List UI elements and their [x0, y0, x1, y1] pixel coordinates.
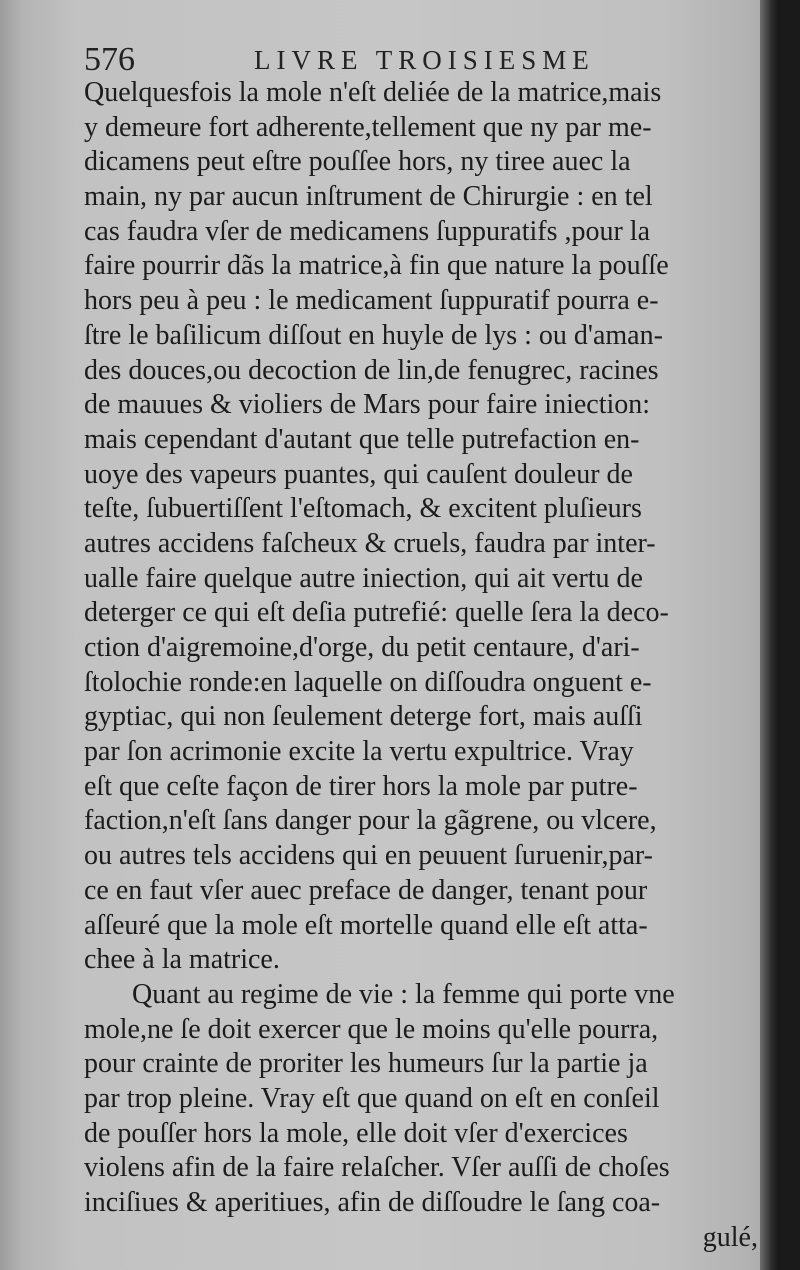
text-line: teſte, ſubuertiſſent l'eſtomach, & excitent pluſieurs [84, 493, 642, 525]
text-line: ou autres tels accidens qui en peuuent ſuruenir,par- [84, 840, 653, 872]
text-line: par ſon acrimonie excite la vertu expultrice. Vray [84, 736, 634, 768]
text-line: main, ny par aucun inſtrument de Chirurgie : en tel [84, 181, 653, 213]
page-number: 576 [84, 41, 135, 78]
text-line: y demeure fort adherente,tellement que ny par me- [84, 111, 652, 143]
text-line: ualle faire quelque autre iniection, qui ait vertu de [84, 562, 643, 594]
text-line: eſt que ceſte façon de tirer hors la mole par putre- [84, 770, 638, 802]
text-line: pour crainte de proriter les humeurs ſur la partie ja [84, 1048, 648, 1080]
text-line: gyptiac, qui non ſeulement deterge fort, mais auſſi [84, 701, 643, 733]
text-line: des douces,ou decoction de lin,de fenugrec, racines [84, 354, 659, 386]
text-line: mole,ne ſe doit exercer que le moins qu'elle pourra, [84, 1013, 659, 1045]
text-line: ſtolochie ronde:en laquelle on diſſoudra onguent e- [84, 666, 652, 698]
text-line: violens afin de la faire relaſcher. Vſer auſſi de choſes [84, 1152, 670, 1184]
paragraph-start-line: Quant au regime de vie : la femme qui porte vne [132, 978, 675, 1010]
text-line: aſſeuré que la mole eſt mortelle quand elle eſt atta- [84, 909, 648, 941]
text-line: hors peu à peu : le medicament ſuppuratif pourra e- [84, 285, 659, 317]
catchword: gulé, [702, 1221, 758, 1253]
text-line: faction,n'eſt ſans danger pour la gãgrene, ou vlcere, [84, 805, 657, 837]
text-line: Quelquesfois la mole n'eſt deliée de la matrice,mais [84, 77, 662, 108]
body-text [84, 76, 764, 1255]
text-line: cas faudra vſer de medicamens ſuppuratifs ,pour la [84, 215, 651, 247]
text-line: autres accidens faſcheux & cruels, faudra par inter- [84, 527, 656, 559]
text-line: deterger ce qui eſt deſia putrefié: quelle ſera la deco- [84, 597, 669, 629]
text-line: dicamens peut eſtre pouſſee hors, ny tiree auec la [84, 146, 631, 178]
text-line: chee à la matrice. [84, 944, 280, 976]
text-line: par trop pleine. Vray eſt que quand on eſt en conſeil [84, 1082, 660, 1114]
running-head: LIVRE TROISIESME [254, 45, 595, 75]
text-line: de pouſſer hors la mole, elle doit vſer d'exercices [84, 1117, 628, 1149]
text-line: uoye des vapeurs puantes, qui cauſent douleur de [84, 458, 633, 490]
book-spine-shadow [760, 0, 780, 1270]
text-line: ction d'aigremoine,d'orge, du petit centaure, d'ari- [84, 632, 640, 663]
text-line: ce en faut vſer auec preface de danger, tenant pour [84, 874, 648, 906]
text-line: inciſiues & aperitiues, afin de diſſoudre le ſang coa- [84, 1187, 661, 1218]
text-line: faire pourrir dãs la matrice,à fin que nature la pouſſe [84, 250, 669, 282]
text-line: mais cependant d'autant que telle putrefaction en- [84, 423, 640, 455]
text-line: ſtre le baſilicum diſſout en huyle de lys : ou d'aman- [84, 319, 663, 351]
text-line: de mauues & violiers de Mars pour faire iniection: [84, 389, 651, 421]
